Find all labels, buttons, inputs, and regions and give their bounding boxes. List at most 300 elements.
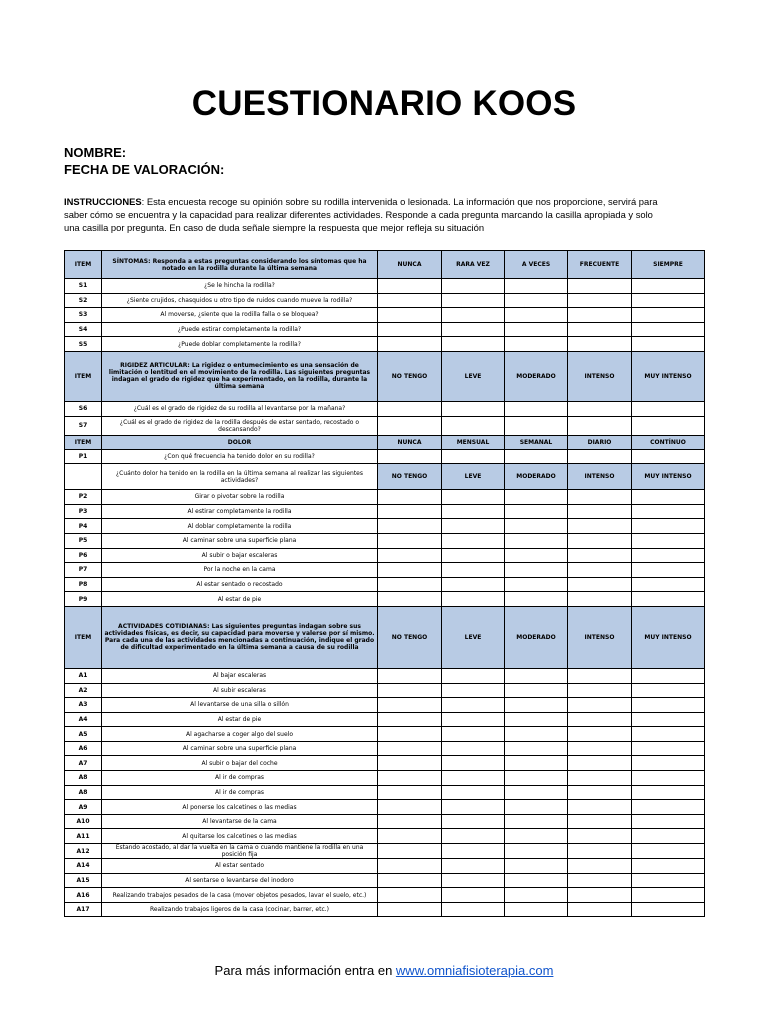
answer-checkbox[interactable] xyxy=(442,592,505,607)
answer-checkbox[interactable] xyxy=(378,902,442,917)
question-text: ¿Puede doblar completamente la rodilla? xyxy=(102,337,378,352)
item-id: A16 xyxy=(65,888,102,903)
answer-checkbox[interactable] xyxy=(632,533,705,548)
question-text: Al subir o bajar escaleras xyxy=(102,548,378,563)
option-header: MODERADO xyxy=(505,464,568,490)
answer-checkbox[interactable] xyxy=(378,829,442,844)
item-id: A8 xyxy=(65,771,102,786)
item-id: P7 xyxy=(65,563,102,578)
item-id: A3 xyxy=(65,698,102,713)
answer-checkbox[interactable] xyxy=(378,859,442,874)
question-row xyxy=(65,548,705,563)
question-text: ¿Cuánto dolor ha tenido en la rodilla en la última semana al realizar las siguientes actividades? xyxy=(102,464,378,490)
answer-checkbox[interactable] xyxy=(505,322,568,337)
answer-checkbox[interactable] xyxy=(505,668,568,683)
answer-checkbox[interactable] xyxy=(632,741,705,756)
question-row xyxy=(65,279,705,294)
question-row xyxy=(65,464,705,490)
answer-checkbox[interactable] xyxy=(505,771,568,786)
answer-checkbox[interactable] xyxy=(632,592,705,607)
item-id: A5 xyxy=(65,727,102,742)
answer-checkbox[interactable] xyxy=(632,829,705,844)
question-row xyxy=(65,727,705,742)
question-text: Al quitarse los calcetines o las medias xyxy=(102,829,378,844)
question-row xyxy=(65,683,705,698)
option-header: NO TENGO xyxy=(378,351,442,401)
option-header: RARA VEZ xyxy=(442,251,505,279)
answer-checkbox[interactable] xyxy=(632,504,705,519)
page-title: CUESTIONARIO KOOS xyxy=(191,84,577,123)
answer-checkbox[interactable] xyxy=(568,888,632,903)
answer-checkbox[interactable] xyxy=(632,785,705,800)
answer-checkbox[interactable] xyxy=(378,322,442,337)
question-text: Al doblar completamente la rodilla xyxy=(102,519,378,534)
answer-checkbox[interactable] xyxy=(632,293,705,308)
answer-checkbox[interactable] xyxy=(632,902,705,917)
question-text: Al subir escaleras xyxy=(102,683,378,698)
question-row xyxy=(65,844,705,859)
answer-checkbox[interactable] xyxy=(568,533,632,548)
answer-checkbox[interactable] xyxy=(505,683,568,698)
answer-checkbox[interactable] xyxy=(442,490,505,505)
option-header: MODERADO xyxy=(505,351,568,401)
answer-checkbox[interactable] xyxy=(632,577,705,592)
question-row xyxy=(65,814,705,829)
footer xyxy=(0,963,768,978)
answer-checkbox[interactable] xyxy=(632,771,705,786)
answer-checkbox[interactable] xyxy=(505,888,568,903)
answer-checkbox[interactable] xyxy=(378,771,442,786)
item-id: A15 xyxy=(65,873,102,888)
answer-checkbox[interactable] xyxy=(568,337,632,352)
question-row xyxy=(65,829,705,844)
question-row xyxy=(65,741,705,756)
answer-checkbox[interactable] xyxy=(442,322,505,337)
question-text: Estando acostado, al dar la vuelta en la cama o cuando mantiene la rodilla en una posición fija xyxy=(102,844,378,859)
section-title: ACTIVIDADES COTIDIANAS: Las siguientes preguntas indagan sobre sus actividades físicas, es decir, su capacidad para moverse y valerse por sí mismo. Para cada una de las actividades mencionadas a continuación, indique el grado de dificultad experimentado en la última semana a causa de su rodilla xyxy=(102,606,378,668)
answer-checkbox[interactable] xyxy=(632,800,705,815)
question-text: ¿Se le hincha la rodilla? xyxy=(102,279,378,294)
answer-checkbox[interactable] xyxy=(378,814,442,829)
item-id: A11 xyxy=(65,829,102,844)
answer-checkbox[interactable] xyxy=(505,698,568,713)
answer-checkbox[interactable] xyxy=(442,563,505,578)
answer-checkbox[interactable] xyxy=(505,401,568,416)
answer-checkbox[interactable] xyxy=(568,829,632,844)
option-header: SEMANAL xyxy=(505,435,568,449)
question-row xyxy=(65,698,705,713)
answer-checkbox[interactable] xyxy=(442,859,505,874)
question-text: Al estar de pie xyxy=(102,592,378,607)
instructions xyxy=(64,195,664,234)
answer-checkbox[interactable] xyxy=(632,888,705,903)
question-text: Al agacharse a coger algo del suelo xyxy=(102,727,378,742)
item-id: P2 xyxy=(65,490,102,505)
question-text: Al estar sentado o recostado xyxy=(102,577,378,592)
answer-checkbox[interactable] xyxy=(632,519,705,534)
answer-checkbox[interactable] xyxy=(505,592,568,607)
answer-checkbox[interactable] xyxy=(568,771,632,786)
name-label: NOMBRE: xyxy=(64,145,127,160)
answer-checkbox[interactable] xyxy=(505,533,568,548)
answer-checkbox[interactable] xyxy=(632,727,705,742)
item-id xyxy=(65,464,102,490)
answer-checkbox[interactable] xyxy=(442,785,505,800)
answer-checkbox[interactable] xyxy=(378,712,442,727)
answer-checkbox[interactable] xyxy=(632,859,705,874)
answer-checkbox[interactable] xyxy=(505,563,568,578)
question-row xyxy=(65,519,705,534)
answer-checkbox[interactable] xyxy=(568,322,632,337)
section-header xyxy=(65,251,705,279)
answer-checkbox[interactable] xyxy=(442,756,505,771)
option-header: DIARIO xyxy=(568,435,632,449)
answer-checkbox[interactable] xyxy=(442,800,505,815)
answer-checkbox[interactable] xyxy=(568,577,632,592)
option-header: LEVE xyxy=(442,351,505,401)
question-text: Al ir de compras xyxy=(102,771,378,786)
item-id: A7 xyxy=(65,756,102,771)
answer-checkbox[interactable] xyxy=(568,756,632,771)
answer-checkbox[interactable] xyxy=(568,293,632,308)
item-id: A12 xyxy=(65,844,102,859)
answer-checkbox[interactable] xyxy=(442,873,505,888)
option-header: MODERADO xyxy=(505,606,568,668)
item-id: A6 xyxy=(65,741,102,756)
answer-checkbox[interactable] xyxy=(378,490,442,505)
answer-checkbox[interactable] xyxy=(505,504,568,519)
footer-text: Para más información entra en xyxy=(214,963,396,978)
answer-checkbox[interactable] xyxy=(568,785,632,800)
answer-checkbox[interactable] xyxy=(568,416,632,435)
answer-checkbox[interactable] xyxy=(442,814,505,829)
question-text: Al estar de pie xyxy=(102,712,378,727)
item-header: ITEM xyxy=(65,606,102,668)
question-text: Realizando trabajos pesados de la casa (mover objetos pesados, lavar el suelo, etc.) xyxy=(102,888,378,903)
answer-checkbox[interactable] xyxy=(378,519,442,534)
question-row xyxy=(65,504,705,519)
item-id: S4 xyxy=(65,322,102,337)
answer-checkbox[interactable] xyxy=(442,683,505,698)
option-header: MENSUAL xyxy=(442,435,505,449)
answer-checkbox[interactable] xyxy=(442,829,505,844)
question-row xyxy=(65,490,705,505)
answer-checkbox[interactable] xyxy=(378,888,442,903)
answer-checkbox[interactable] xyxy=(632,698,705,713)
question-row xyxy=(65,322,705,337)
question-text: Al levantarse de la cama xyxy=(102,814,378,829)
item-header: ITEM xyxy=(65,435,102,449)
answer-checkbox[interactable] xyxy=(632,449,705,464)
answer-checkbox[interactable] xyxy=(505,829,568,844)
answer-checkbox[interactable] xyxy=(378,279,442,294)
answer-checkbox[interactable] xyxy=(378,844,442,859)
answer-checkbox[interactable] xyxy=(505,859,568,874)
answer-checkbox[interactable] xyxy=(505,844,568,859)
answer-checkbox[interactable] xyxy=(568,859,632,874)
question-row xyxy=(65,785,705,800)
option-header: INTENSO xyxy=(568,464,632,490)
answer-checkbox[interactable] xyxy=(632,322,705,337)
option-header: LEVE xyxy=(442,606,505,668)
answer-checkbox[interactable] xyxy=(505,490,568,505)
answer-checkbox[interactable] xyxy=(568,814,632,829)
question-text: Al estar sentado xyxy=(102,859,378,874)
answer-checkbox[interactable] xyxy=(442,844,505,859)
question-row xyxy=(65,416,705,435)
answer-checkbox[interactable] xyxy=(568,873,632,888)
answer-checkbox[interactable] xyxy=(442,888,505,903)
item-id: P8 xyxy=(65,577,102,592)
answer-checkbox[interactable] xyxy=(632,814,705,829)
item-id: A8 xyxy=(65,785,102,800)
answer-checkbox[interactable] xyxy=(378,293,442,308)
question-text: Al caminar sobre una superficie plana xyxy=(102,741,378,756)
section-title: SÍNTOMAS: Responda a estas preguntas considerando los síntomas que ha notado en la rodilla durante la última semana xyxy=(102,251,378,279)
answer-checkbox[interactable] xyxy=(568,668,632,683)
option-header: INTENSO xyxy=(568,351,632,401)
answer-checkbox[interactable] xyxy=(632,873,705,888)
option-header: MUY INTENSO xyxy=(632,351,705,401)
answer-checkbox[interactable] xyxy=(632,683,705,698)
answer-checkbox[interactable] xyxy=(632,279,705,294)
answer-checkbox[interactable] xyxy=(632,490,705,505)
item-id: P4 xyxy=(65,519,102,534)
answer-checkbox[interactable] xyxy=(442,293,505,308)
answer-checkbox[interactable] xyxy=(442,577,505,592)
answer-checkbox[interactable] xyxy=(442,548,505,563)
answer-checkbox[interactable] xyxy=(442,519,505,534)
answer-checkbox[interactable] xyxy=(378,756,442,771)
question-text: Al moverse, ¿siente que la rodilla falla o se bloquea? xyxy=(102,308,378,323)
question-row xyxy=(65,308,705,323)
answer-checkbox[interactable] xyxy=(442,668,505,683)
option-header: NO TENGO xyxy=(378,464,442,490)
question-row xyxy=(65,800,705,815)
answer-checkbox[interactable] xyxy=(632,548,705,563)
instructions-text: : Esta encuesta recoge su opinión sobre su rodilla intervenida o lesionada. La información que nos proporcione, servirá para saber cómo se encuentra y la capacidad para realizar diferentes actividades. Responde a cada pregunta marcando la casilla apropiada y solo una casilla por pregunta. En caso de duda señale siempre la respuesta que mejor refleja su situación xyxy=(64,196,658,233)
answer-checkbox[interactable] xyxy=(378,337,442,352)
answer-checkbox[interactable] xyxy=(442,308,505,323)
option-header: INTENSO xyxy=(568,606,632,668)
answer-checkbox[interactable] xyxy=(632,337,705,352)
answer-checkbox[interactable] xyxy=(568,449,632,464)
question-text: Al ponerse los calcetines o las medias xyxy=(102,800,378,815)
answer-checkbox[interactable] xyxy=(568,592,632,607)
answer-checkbox[interactable] xyxy=(568,490,632,505)
answer-checkbox[interactable] xyxy=(442,449,505,464)
question-row xyxy=(65,668,705,683)
answer-checkbox[interactable] xyxy=(568,401,632,416)
question-text: Al subir o bajar del coche xyxy=(102,756,378,771)
answer-checkbox[interactable] xyxy=(568,800,632,815)
answer-checkbox[interactable] xyxy=(442,698,505,713)
answer-checkbox[interactable] xyxy=(568,563,632,578)
answer-checkbox[interactable] xyxy=(378,741,442,756)
section-header xyxy=(65,351,705,401)
answer-checkbox[interactable] xyxy=(632,401,705,416)
answer-checkbox[interactable] xyxy=(378,668,442,683)
answer-checkbox[interactable] xyxy=(505,337,568,352)
answer-checkbox[interactable] xyxy=(378,698,442,713)
option-header: SIEMPRE xyxy=(632,251,705,279)
question-text: Al bajar escaleras xyxy=(102,668,378,683)
item-id: S1 xyxy=(65,279,102,294)
patient-fields xyxy=(64,144,224,178)
answer-checkbox[interactable] xyxy=(505,741,568,756)
answer-checkbox[interactable] xyxy=(442,416,505,435)
answer-checkbox[interactable] xyxy=(632,844,705,859)
question-text: ¿Cuál es el grado de rigidez de la rodilla después de estar sentado, recostado o descansando? xyxy=(102,416,378,435)
answer-checkbox[interactable] xyxy=(632,756,705,771)
question-text: ¿Siente crujidos, chasquidos u otro tipo de ruidos cuando mueve la rodilla? xyxy=(102,293,378,308)
answer-checkbox[interactable] xyxy=(568,712,632,727)
question-row xyxy=(65,293,705,308)
option-header: NO TENGO xyxy=(378,606,442,668)
answer-checkbox[interactable] xyxy=(378,800,442,815)
answer-checkbox[interactable] xyxy=(442,279,505,294)
answer-checkbox[interactable] xyxy=(378,504,442,519)
answer-checkbox[interactable] xyxy=(378,401,442,416)
question-text: ¿Cuál es el grado de rigidez de su rodilla al levantarse por la mañana? xyxy=(102,401,378,416)
item-id: P5 xyxy=(65,533,102,548)
answer-checkbox[interactable] xyxy=(505,800,568,815)
question-text: Girar o pivotar sobre la rodilla xyxy=(102,490,378,505)
answer-checkbox[interactable] xyxy=(442,712,505,727)
question-row xyxy=(65,577,705,592)
question-text: Al ir de compras xyxy=(102,785,378,800)
item-id: A1 xyxy=(65,668,102,683)
option-header: CONTÍNUO xyxy=(632,435,705,449)
answer-checkbox[interactable] xyxy=(568,519,632,534)
answer-checkbox[interactable] xyxy=(378,563,442,578)
answer-checkbox[interactable] xyxy=(568,698,632,713)
answer-checkbox[interactable] xyxy=(505,727,568,742)
answer-checkbox[interactable] xyxy=(442,902,505,917)
answer-checkbox[interactable] xyxy=(505,548,568,563)
answer-checkbox[interactable] xyxy=(505,416,568,435)
answer-checkbox[interactable] xyxy=(378,592,442,607)
answer-checkbox[interactable] xyxy=(442,504,505,519)
item-id: A2 xyxy=(65,683,102,698)
answer-checkbox[interactable] xyxy=(505,577,568,592)
answer-checkbox[interactable] xyxy=(632,668,705,683)
question-text: Al estirar completamente la rodilla xyxy=(102,504,378,519)
answer-checkbox[interactable] xyxy=(505,293,568,308)
answer-checkbox[interactable] xyxy=(568,504,632,519)
item-id: P6 xyxy=(65,548,102,563)
answer-checkbox[interactable] xyxy=(378,727,442,742)
section-header xyxy=(65,435,705,449)
answer-checkbox[interactable] xyxy=(505,873,568,888)
website-link[interactable]: www.omniafisioterapia.com xyxy=(395,963,554,978)
answer-checkbox[interactable] xyxy=(442,727,505,742)
instructions-label: INSTRUCCIONES xyxy=(64,196,142,207)
question-text: Por la noche en la cama xyxy=(102,563,378,578)
question-row xyxy=(65,449,705,464)
answer-checkbox[interactable] xyxy=(568,727,632,742)
answer-checkbox[interactable] xyxy=(442,533,505,548)
item-id: A4 xyxy=(65,712,102,727)
answer-checkbox[interactable] xyxy=(505,279,568,294)
question-row xyxy=(65,533,705,548)
question-row xyxy=(65,873,705,888)
option-header: NUNCA xyxy=(378,251,442,279)
answer-checkbox[interactable] xyxy=(505,308,568,323)
answer-checkbox[interactable] xyxy=(442,771,505,786)
answer-checkbox[interactable] xyxy=(632,416,705,435)
item-header: ITEM xyxy=(65,251,102,279)
answer-checkbox[interactable] xyxy=(505,785,568,800)
item-id: S3 xyxy=(65,308,102,323)
option-header: A VECES xyxy=(505,251,568,279)
answer-checkbox[interactable] xyxy=(505,449,568,464)
question-row xyxy=(65,401,705,416)
date-label: FECHA DE VALORACIÓN: xyxy=(64,162,225,177)
answer-checkbox[interactable] xyxy=(442,401,505,416)
answer-checkbox[interactable] xyxy=(568,683,632,698)
question-text: Al caminar sobre una superficie plana xyxy=(102,533,378,548)
answer-checkbox[interactable] xyxy=(568,844,632,859)
answer-checkbox[interactable] xyxy=(378,683,442,698)
answer-checkbox[interactable] xyxy=(505,519,568,534)
question-row xyxy=(65,592,705,607)
answer-checkbox[interactable] xyxy=(568,308,632,323)
answer-checkbox[interactable] xyxy=(505,902,568,917)
answer-checkbox[interactable] xyxy=(442,337,505,352)
question-text: Al sentarse o levantarse del inodoro xyxy=(102,873,378,888)
answer-checkbox[interactable] xyxy=(568,548,632,563)
answer-checkbox[interactable] xyxy=(378,416,442,435)
question-text: ¿Puede estirar completamente la rodilla? xyxy=(102,322,378,337)
answer-checkbox[interactable] xyxy=(378,449,442,464)
option-header: LEVE xyxy=(442,464,505,490)
item-id: A14 xyxy=(65,859,102,874)
item-id: A9 xyxy=(65,800,102,815)
answer-checkbox[interactable] xyxy=(378,533,442,548)
answer-checkbox[interactable] xyxy=(378,873,442,888)
item-id: S7 xyxy=(65,416,102,435)
answer-checkbox[interactable] xyxy=(378,548,442,563)
answer-checkbox[interactable] xyxy=(632,712,705,727)
answer-checkbox[interactable] xyxy=(378,577,442,592)
answer-checkbox[interactable] xyxy=(568,902,632,917)
item-id: P1 xyxy=(65,449,102,464)
answer-checkbox[interactable] xyxy=(568,741,632,756)
koos-table xyxy=(64,250,705,917)
answer-checkbox[interactable] xyxy=(378,785,442,800)
answer-checkbox[interactable] xyxy=(442,741,505,756)
question-row xyxy=(65,337,705,352)
option-header: MUY INTENSO xyxy=(632,464,705,490)
answer-checkbox[interactable] xyxy=(505,712,568,727)
answer-checkbox[interactable] xyxy=(378,308,442,323)
answer-checkbox[interactable] xyxy=(632,563,705,578)
item-id: S6 xyxy=(65,401,102,416)
question-row xyxy=(65,771,705,786)
section-title: RIGIDEZ ARTICULAR: La rigidez o entumecimiento es una sensación de limitación o lentitud en el movimiento de la rodilla. Las siguientes preguntas indagan el grado de rigidez que ha experimentado, en la rodilla, durante la última semana xyxy=(102,351,378,401)
question-row xyxy=(65,888,705,903)
answer-checkbox[interactable] xyxy=(505,814,568,829)
section-header xyxy=(65,606,705,668)
answer-checkbox[interactable] xyxy=(505,756,568,771)
question-row xyxy=(65,563,705,578)
option-header: MUY INTENSO xyxy=(632,606,705,668)
answer-checkbox[interactable] xyxy=(568,279,632,294)
question-row xyxy=(65,859,705,874)
answer-checkbox[interactable] xyxy=(632,308,705,323)
question-row xyxy=(65,712,705,727)
